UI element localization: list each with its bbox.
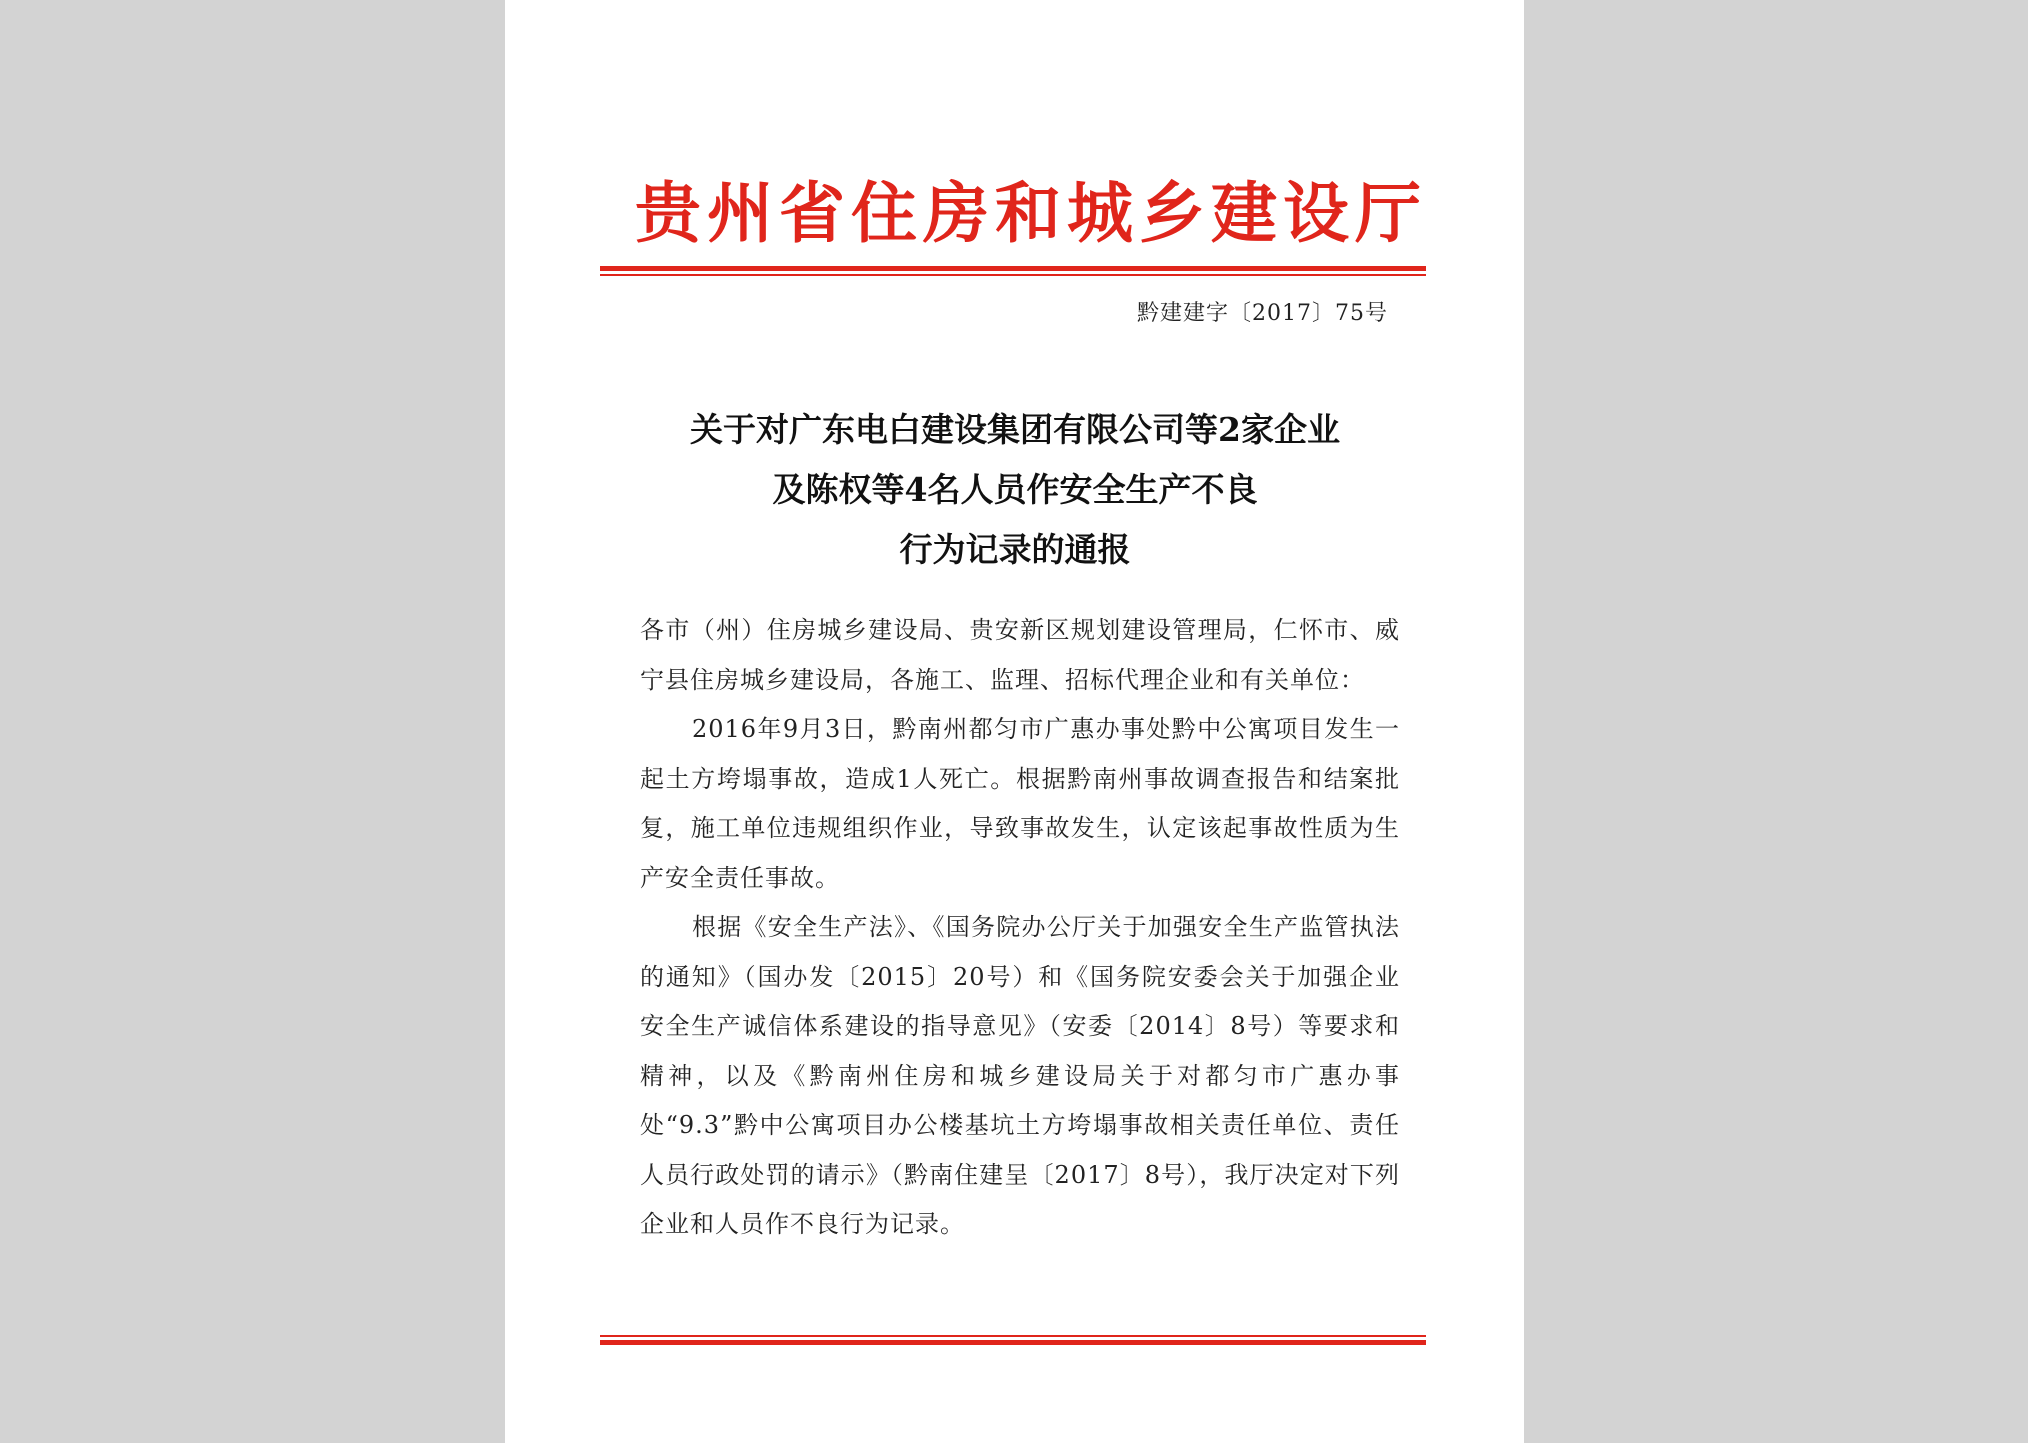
title-line-3: 行为记录的通报	[899, 530, 1131, 569]
masthead-rule-thick	[600, 266, 1426, 271]
footer-rule-thin	[600, 1335, 1426, 1337]
title-line-2: 及陈权等4名人员作安全生产不良	[772, 470, 1258, 509]
paragraph-decision: 根据《安全生产法》、《国务院办公厅关于加强安全生产监管执法的通知》（国办发〔2015〕20号）和《国务院安委会关于加强企业安全生产诚信体系建设的指导意见》（安委〔2014〕8号）等要求和精神，以及《黔南州住房和城乡建设局关于对都匀市广惠办事处“9.3”黔中公寓项目办公楼基坑土方垮塌事故相关责任单位、责任人员行政处罚的请示》（黔南住建呈〔2017〕8号），我厅决定对下列企业和人员作不良行为记录。	[640, 913, 1400, 1238]
document-number: 黔建建字〔2017〕75号	[1137, 301, 1388, 326]
title-line-1: 关于对广东电白建设集团有限公司等2家企业	[690, 410, 1340, 449]
document-page	[505, 0, 1524, 1443]
document-title	[585, 400, 1445, 580]
document-body	[640, 606, 1400, 1250]
masthead-rule-thin	[600, 274, 1426, 276]
footer-rule-thick	[600, 1340, 1426, 1345]
paragraph-incident: 2016年9月3日，黔南州都匀市广惠办事处黔中公寓项目发生一起土方垮塌事故，造成1人死亡。根据黔南州事故调查报告和结案批复，施工单位违规组织作业，导致事故发生，认定该起事故性质为生产安全责任事故。	[640, 715, 1400, 892]
addressee: 各市（州）住房城乡建设局、贵安新区规划建设管理局，仁怀市、威宁县住房城乡建设局，各施工、监理、招标代理企业和有关单位：	[640, 616, 1400, 694]
masthead-title: 贵州省住房和城乡建设厅	[635, 174, 1427, 252]
